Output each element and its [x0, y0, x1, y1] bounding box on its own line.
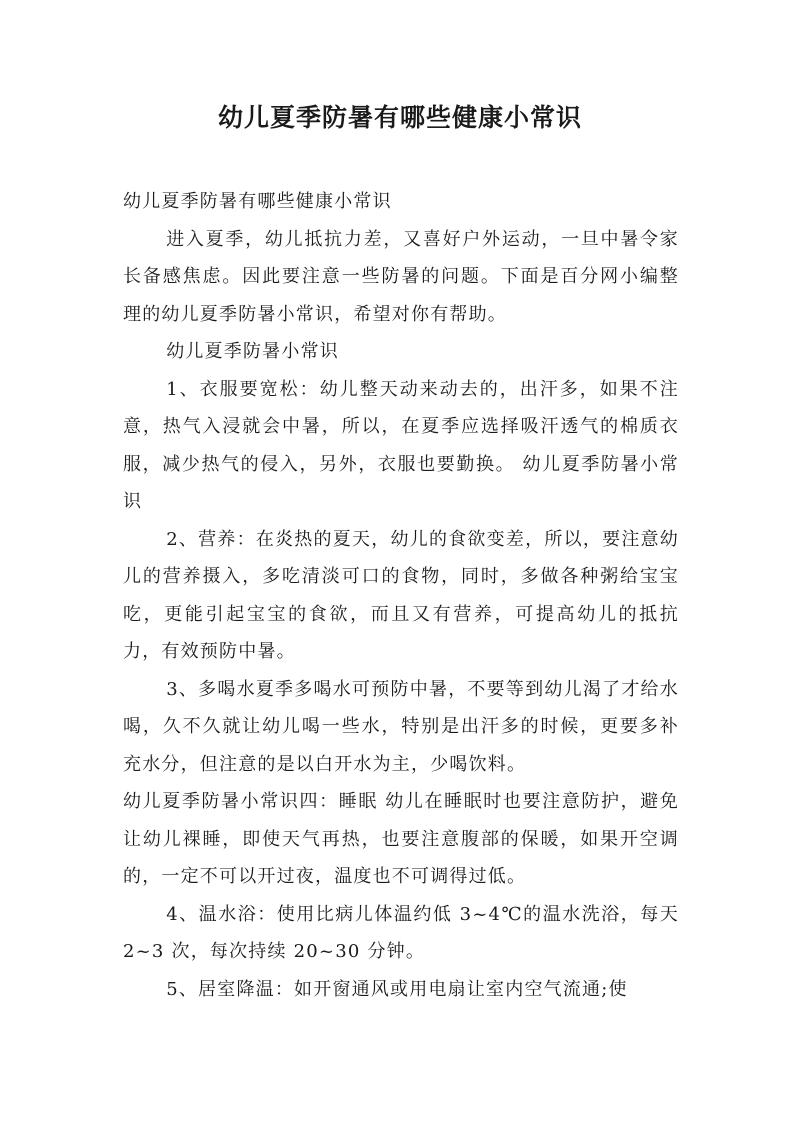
- paragraph-intro: 进入夏季，幼儿抵抗力差，又喜好户外运动，一旦中暑令家长备感焦虑。因此要注意一些防暑的问题。下面是百分网小编整理的幼儿夏季防暑小常识，希望对你有帮助。: [123, 228, 679, 325]
- paragraph-tip-4: 4、温水浴：使用比病儿体温约低 3~4℃的温水洗浴，每天 2~3 次，每次持续 20~30 分钟。: [123, 903, 679, 962]
- paragraph-section-heading: 幼儿夏季防暑小常识: [166, 341, 339, 362]
- paragraph-tip-3: 3、多喝水夏季多喝水可预防中暑，不要等到幼儿渴了才给水喝，久不久就让幼儿喝一些水，特别是出汗多的时候，更要多补充水分，但注意的是以白开水为主，少喝饮料。: [123, 678, 679, 775]
- document-title: 幼儿夏季防暑有哪些健康小常识: [217, 103, 582, 132]
- paragraph-tip-5: 5、居室降温：如开窗通风或用电扇让室内空气流通;使: [166, 978, 628, 1000]
- paragraph-tip-sleep: 幼儿夏季防暑小常识四：睡眠 幼儿在睡眠时也要注意防护，避免让幼儿裸睡，即使天气再热，也要注意腹部的保暖，如果开空调的，一定不可以开过夜，温度也不可调得过低。: [123, 791, 679, 887]
- paragraph-tip-2: 2、营养：在炎热的夏天，幼儿的食欲变差，所以，要注意幼儿的营养摄入，多吃清淡可口的食物，同时，多做各种粥给宝宝吃，更能引起宝宝的食欲，而且又有营养，可提高幼儿的抵抗力，有效预防中暑。: [123, 528, 679, 662]
- paragraph-tip-1: 1、衣服要宽松：幼儿整天动来动去的，出汗多，如果不注意，热气入浸就会中暑，所以，在夏季应选择吸汗透气的棉质衣服，减少热气的侵入，另外，衣服也要勤换。 幼儿夏季防暑小常识: [123, 378, 679, 512]
- paragraph-subtitle: 幼儿夏季防暑有哪些健康小常识: [123, 191, 392, 212]
- document-body: [123, 183, 679, 1008]
